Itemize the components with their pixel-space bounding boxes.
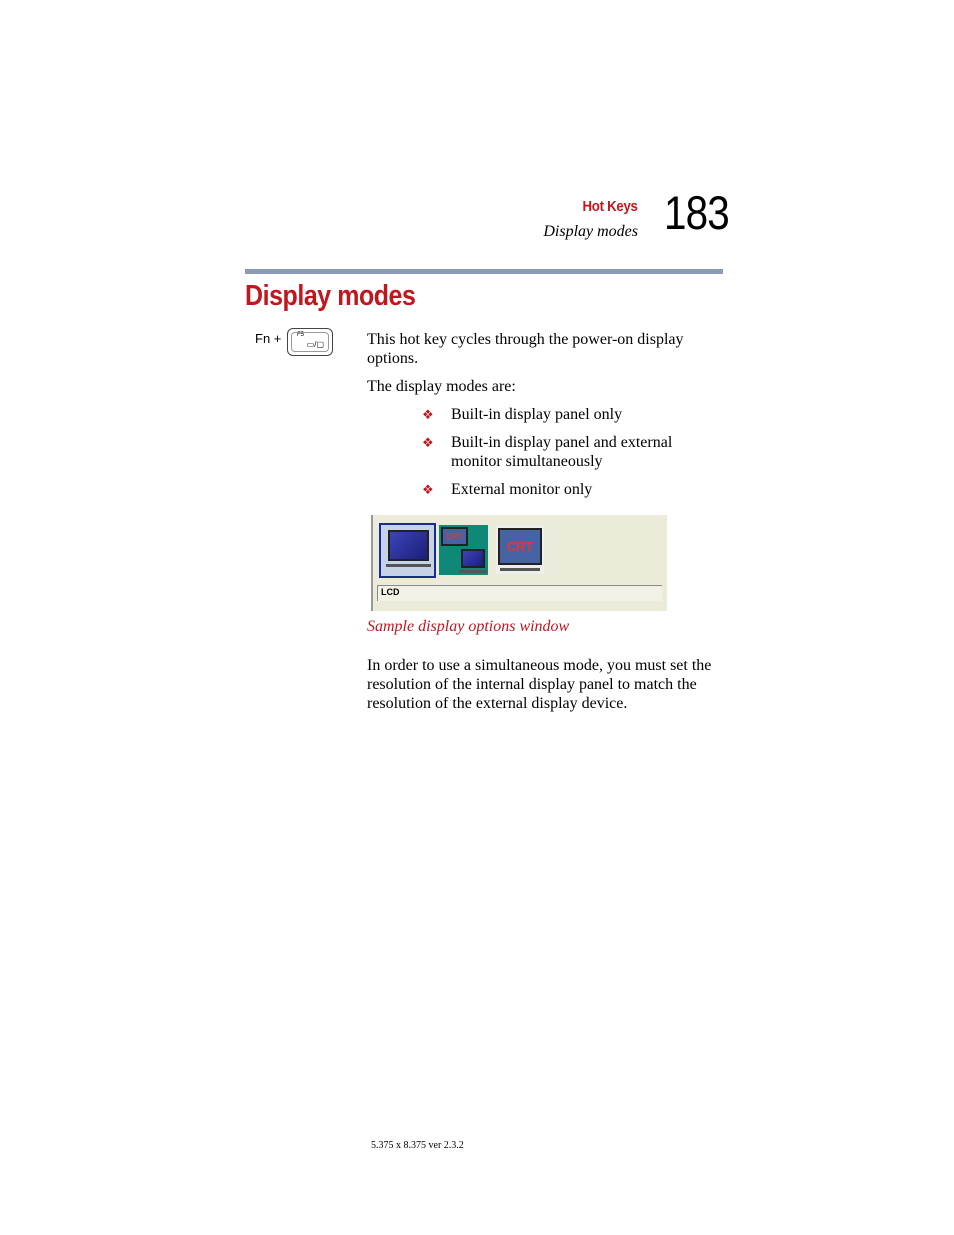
section-rule: [245, 269, 723, 274]
list-item: External monitor only: [451, 481, 593, 498]
bullet-icon: ❖: [422, 482, 434, 497]
intro-paragraph: This hot key cycles through the power-on display options.: [367, 331, 684, 367]
simultaneous-note-paragraph: In order to use a simultaneous mode, you must set the resolution of the internal display panel to match the resolution of the external display device.: [367, 657, 712, 712]
key-label: F5: [297, 332, 305, 338]
f5-key-icon: [287, 328, 333, 356]
crt-only-mode-icon[interactable]: [496, 525, 544, 574]
running-header-section: Display modes: [543, 223, 638, 240]
footer-version: 5.375 x 8.375 ver 2.3.2: [371, 1140, 464, 1151]
page-number: 183: [664, 186, 729, 239]
modes-lead-paragraph: The display modes are:: [367, 378, 516, 395]
figure-caption: Sample display options window: [367, 618, 570, 635]
running-header-chapter: Hot Keys: [582, 198, 638, 215]
bullet-icon: ❖: [422, 407, 434, 422]
status-bar: [377, 585, 662, 601]
bullet-icon: ❖: [422, 435, 434, 450]
crt-small-label: CRT: [441, 527, 468, 546]
lcd-only-mode-icon[interactable]: [379, 523, 436, 578]
simultaneous-mode-icon[interactable]: [439, 525, 488, 575]
display-toggle-icon: ▭/▢: [306, 340, 324, 349]
page-title: Display modes: [245, 280, 416, 312]
list-item: Built-in display panel only: [451, 406, 623, 423]
crt-large-label: CRT: [498, 528, 542, 565]
list-item: Built-in display panel and external monitor simultaneously: [451, 434, 673, 470]
window-edge: [667, 515, 669, 611]
status-text: LCD: [381, 587, 400, 597]
hotkey-prefix: Fn +: [255, 331, 282, 346]
